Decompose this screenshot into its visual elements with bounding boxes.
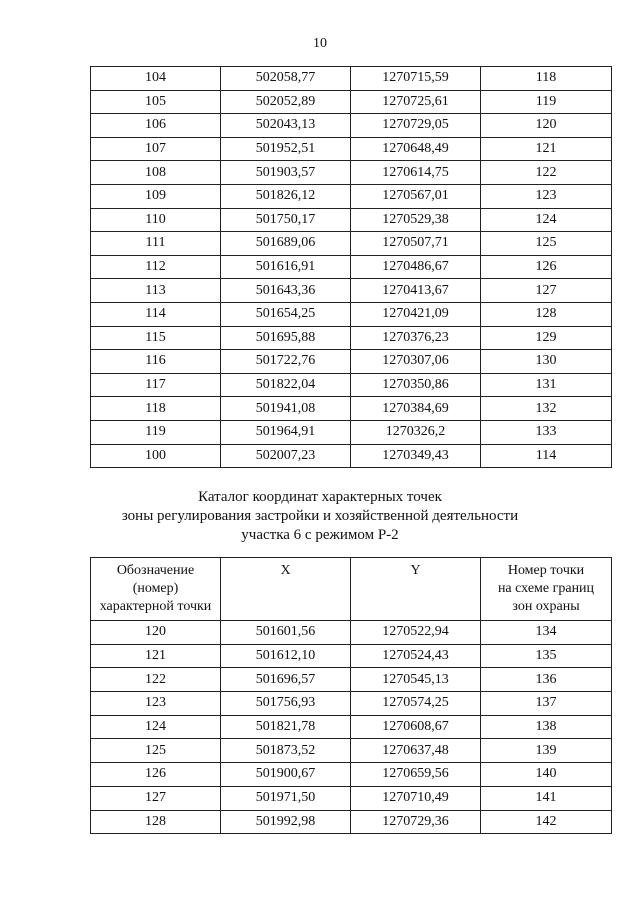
point-number-cell: 106 [91, 114, 221, 138]
header-line: характерной точки [99, 599, 212, 614]
table-row [91, 621, 612, 645]
point-number-cell: 109 [91, 184, 221, 208]
scheme-point-cell: 142 [481, 810, 612, 834]
y-coordinate-cell: 1270376,23 [351, 326, 481, 350]
scheme-point-cell: 136 [481, 668, 612, 692]
x-coordinate-cell: 501616,91 [221, 255, 351, 279]
y-coordinate-cell: 1270413,67 [351, 279, 481, 303]
x-coordinate-cell: 502043,13 [221, 114, 351, 138]
header-line: Номер точки [507, 563, 585, 578]
point-number-cell: 105 [91, 90, 221, 114]
x-coordinate-cell: 501821,78 [221, 715, 351, 739]
point-number-cell: 122 [91, 668, 221, 692]
x-coordinate-cell: 501654,25 [221, 302, 351, 326]
point-number-cell: 126 [91, 763, 221, 787]
scheme-point-cell: 126 [481, 255, 612, 279]
y-coordinate-cell: 1270710,49 [351, 786, 481, 810]
table-header [91, 558, 612, 621]
table-row [91, 692, 612, 716]
catalog-caption [0, 488, 640, 545]
y-coordinate-cell: 1270574,25 [351, 692, 481, 716]
table-row [91, 137, 612, 161]
scheme-point-cell: 124 [481, 208, 612, 232]
page-number: 10 [313, 36, 327, 51]
table-row [91, 232, 612, 256]
x-coordinate-cell: 501992,98 [221, 810, 351, 834]
y-coordinate-cell: 1270529,38 [351, 208, 481, 232]
x-coordinate-cell: 501873,52 [221, 739, 351, 763]
table-row [91, 90, 612, 114]
scheme-point-cell: 130 [481, 350, 612, 374]
x-coordinate-cell: 502052,89 [221, 90, 351, 114]
header-x: X [221, 558, 351, 621]
x-coordinate-cell: 501900,67 [221, 763, 351, 787]
scheme-point-cell: 133 [481, 420, 612, 444]
point-number-cell: 115 [91, 326, 221, 350]
x-coordinate-cell: 502058,77 [221, 67, 351, 91]
caption-line: участка 6 с режимом Р-2 [241, 527, 399, 543]
table-row [91, 444, 612, 468]
point-number-cell: 107 [91, 137, 221, 161]
y-coordinate-cell: 1270307,06 [351, 350, 481, 374]
y-coordinate-cell: 1270715,59 [351, 67, 481, 91]
table-row [91, 208, 612, 232]
point-number-cell: 100 [91, 444, 221, 468]
coordinates-table-zone-6 [90, 557, 612, 834]
scheme-point-cell: 123 [481, 184, 612, 208]
table-row [91, 420, 612, 444]
point-number-cell: 111 [91, 232, 221, 256]
table-row [91, 302, 612, 326]
header-row [91, 558, 612, 621]
y-coordinate-cell: 1270507,71 [351, 232, 481, 256]
x-coordinate-cell: 501952,51 [221, 137, 351, 161]
table-row [91, 373, 612, 397]
y-coordinate-cell: 1270659,56 [351, 763, 481, 787]
header-scheme-point [481, 558, 612, 621]
table-row [91, 739, 612, 763]
x-coordinate-cell: 502007,23 [221, 444, 351, 468]
y-coordinate-cell: 1270567,01 [351, 184, 481, 208]
table-row [91, 114, 612, 138]
header-y: Y [351, 558, 481, 621]
point-number-cell: 114 [91, 302, 221, 326]
scheme-point-cell: 129 [481, 326, 612, 350]
y-coordinate-cell: 1270384,69 [351, 397, 481, 421]
x-coordinate-cell: 501964,91 [221, 420, 351, 444]
point-number-cell: 110 [91, 208, 221, 232]
scheme-point-cell: 121 [481, 137, 612, 161]
caption-line: зоны регулирования застройки и хозяйственной деятельности [121, 508, 519, 524]
table-row [91, 810, 612, 834]
point-number-cell: 108 [91, 161, 221, 185]
table-row [91, 644, 612, 668]
point-number-cell: 113 [91, 279, 221, 303]
x-coordinate-cell: 501822,04 [221, 373, 351, 397]
y-coordinate-cell: 1270648,49 [351, 137, 481, 161]
x-coordinate-cell: 501971,50 [221, 786, 351, 810]
point-number-cell: 119 [91, 420, 221, 444]
scheme-point-cell: 134 [481, 621, 612, 645]
scheme-point-cell: 122 [481, 161, 612, 185]
scheme-point-cell: 141 [481, 786, 612, 810]
header-line: на схеме границ [497, 581, 595, 596]
x-coordinate-cell: 501941,08 [221, 397, 351, 421]
scheme-point-cell: 120 [481, 114, 612, 138]
y-coordinate-cell: 1270608,67 [351, 715, 481, 739]
y-coordinate-cell: 1270350,86 [351, 373, 481, 397]
point-number-cell: 117 [91, 373, 221, 397]
scheme-point-cell: 131 [481, 373, 612, 397]
scheme-point-cell: 135 [481, 644, 612, 668]
header-line: Обозначение [116, 563, 195, 578]
point-number-cell: 120 [91, 621, 221, 645]
y-coordinate-cell: 1270545,13 [351, 668, 481, 692]
table-row [91, 161, 612, 185]
y-coordinate-cell: 1270637,48 [351, 739, 481, 763]
x-coordinate-cell: 501750,17 [221, 208, 351, 232]
point-number-cell: 116 [91, 350, 221, 374]
y-coordinate-cell: 1270349,43 [351, 444, 481, 468]
x-coordinate-cell: 501722,76 [221, 350, 351, 374]
header-line: (номер) [132, 581, 179, 596]
point-number-cell: 118 [91, 397, 221, 421]
point-number-cell: 128 [91, 810, 221, 834]
y-coordinate-cell: 1270486,67 [351, 255, 481, 279]
x-coordinate-cell: 501903,57 [221, 161, 351, 185]
table-row [91, 326, 612, 350]
y-coordinate-cell: 1270729,05 [351, 114, 481, 138]
scheme-point-cell: 118 [481, 67, 612, 91]
x-coordinate-cell: 501695,88 [221, 326, 351, 350]
scheme-point-cell: 127 [481, 279, 612, 303]
table-row [91, 184, 612, 208]
scheme-point-cell: 137 [481, 692, 612, 716]
table-row [91, 67, 612, 91]
point-number-cell: 124 [91, 715, 221, 739]
header-designation [91, 558, 221, 621]
table-row [91, 397, 612, 421]
y-coordinate-cell: 1270614,75 [351, 161, 481, 185]
point-number-cell: 104 [91, 67, 221, 91]
scheme-point-cell: 114 [481, 444, 612, 468]
x-coordinate-cell: 501826,12 [221, 184, 351, 208]
scheme-point-cell: 140 [481, 763, 612, 787]
table-row [91, 763, 612, 787]
coordinates-table-body [91, 621, 612, 834]
x-coordinate-cell: 501689,06 [221, 232, 351, 256]
scheme-point-cell: 138 [481, 715, 612, 739]
scheme-point-cell: 139 [481, 739, 612, 763]
table-row [91, 786, 612, 810]
point-number-cell: 112 [91, 255, 221, 279]
y-coordinate-cell: 1270524,43 [351, 644, 481, 668]
y-coordinate-cell: 1270729,36 [351, 810, 481, 834]
table-row [91, 255, 612, 279]
y-coordinate-cell: 1270421,09 [351, 302, 481, 326]
point-number-cell: 123 [91, 692, 221, 716]
x-coordinate-cell: 501612,10 [221, 644, 351, 668]
scheme-point-cell: 119 [481, 90, 612, 114]
table-row [91, 279, 612, 303]
coordinates-table-body [91, 67, 612, 468]
table-row [91, 350, 612, 374]
point-number-cell: 121 [91, 644, 221, 668]
scheme-point-cell: 125 [481, 232, 612, 256]
x-coordinate-cell: 501696,57 [221, 668, 351, 692]
coordinates-table-continued [90, 66, 612, 468]
table-row [91, 715, 612, 739]
point-number-cell: 127 [91, 786, 221, 810]
point-number-cell: 125 [91, 739, 221, 763]
x-coordinate-cell: 501601,56 [221, 621, 351, 645]
x-coordinate-cell: 501643,36 [221, 279, 351, 303]
scheme-point-cell: 128 [481, 302, 612, 326]
table-row [91, 668, 612, 692]
caption-line: Каталог координат характерных точек [198, 489, 442, 505]
header-line: зон охраны [512, 599, 580, 614]
y-coordinate-cell: 1270326,2 [351, 420, 481, 444]
y-coordinate-cell: 1270522,94 [351, 621, 481, 645]
x-coordinate-cell: 501756,93 [221, 692, 351, 716]
y-coordinate-cell: 1270725,61 [351, 90, 481, 114]
scheme-point-cell: 132 [481, 397, 612, 421]
